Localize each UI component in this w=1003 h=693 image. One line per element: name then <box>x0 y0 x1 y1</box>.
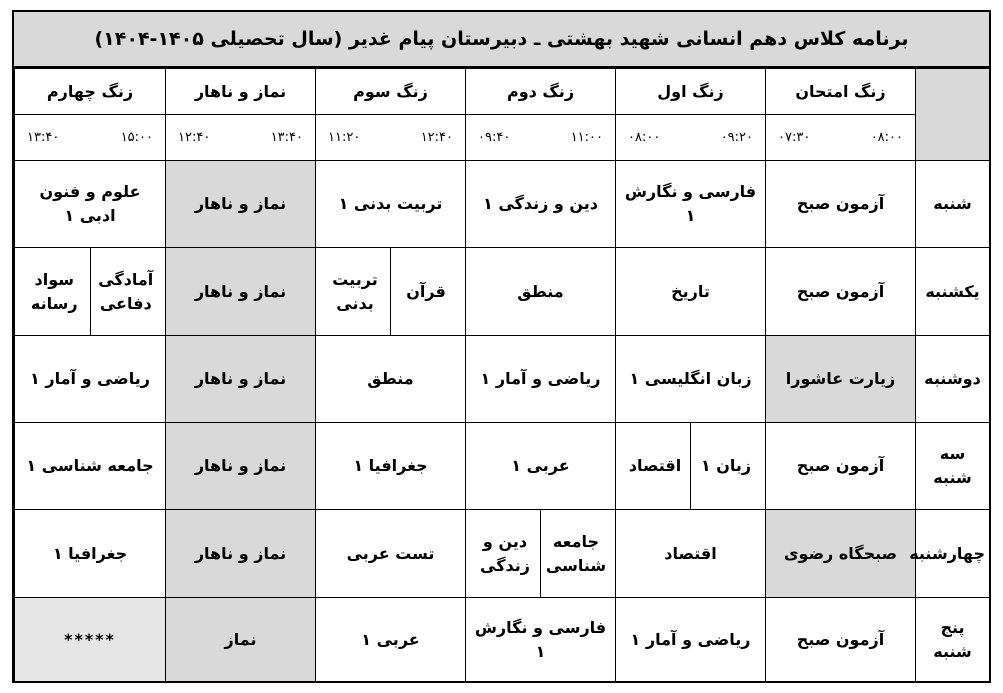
time-end: ۱۳:۴۰ <box>27 129 60 145</box>
day-row-wednesday <box>15 510 990 598</box>
class-cell: تربیت بدنی ۱ <box>316 161 466 248</box>
bell-times-fourth <box>15 115 166 161</box>
bell-label-third: زنگ سوم <box>316 69 466 115</box>
day-row-tuesday <box>15 423 990 510</box>
prayer-cell: نماز و ناهار <box>166 161 316 248</box>
prayer-cell: نماز و ناهار <box>166 336 316 423</box>
time-end: ۰۹:۴۰ <box>478 129 511 145</box>
empty-slot-cell: ***** <box>15 598 166 682</box>
class-cell: زبان انگلیسی ۱ <box>616 336 766 423</box>
prayer-cell: نماز و ناهار <box>166 248 316 336</box>
prayer-cell: نماز و ناهار <box>166 510 316 598</box>
time-end: ۱۱:۲۰ <box>328 129 361 145</box>
class-subcell: سواد رسانه <box>19 248 91 335</box>
class-cell: فارسی و نگارش ۱ <box>466 598 616 682</box>
class-subcell: قرآن <box>406 281 446 301</box>
bell-label-first: زنگ اول <box>616 69 766 115</box>
class-cell: جغرافیا ۱ <box>316 423 466 510</box>
class-cell: عربی ۱ <box>316 598 466 682</box>
time-start: ۱۱:۰۰ <box>570 129 603 145</box>
class-cell: جغرافیا ۱ <box>15 510 166 598</box>
class-cell: ریاضی و آمار ۱ <box>616 598 766 682</box>
bell-times-exam <box>766 115 916 161</box>
time-start: ۱۲:۴۰ <box>420 129 453 145</box>
class-cell: تاریخ <box>616 248 766 336</box>
class-cell: عربی ۱ <box>466 423 616 510</box>
class-cell: صبحگاه رضوی <box>766 510 916 598</box>
day-row-saturday <box>15 161 990 248</box>
class-subcell: جامعه شناسی <box>545 531 607 575</box>
class-subcell: تربیت بدنی <box>320 248 391 335</box>
header-time-row <box>15 115 990 161</box>
class-subcell: آمادگی دفاعی <box>98 269 154 313</box>
time-start: ۰۹:۲۰ <box>720 129 753 145</box>
day-name: شنبه <box>916 161 990 248</box>
bell-label-prayer: نماز و ناهار <box>166 69 316 115</box>
header-label-row <box>15 69 990 115</box>
time-start: ۱۳:۴۰ <box>270 129 303 145</box>
bell-times-second <box>466 115 616 161</box>
split-cell <box>316 248 466 336</box>
class-cell: آزمون صبح <box>766 248 916 336</box>
corner-cell <box>916 69 990 161</box>
bell-times-third <box>316 115 466 161</box>
class-cell: آزمون صبح <box>766 161 916 248</box>
day-name: دوشنبه <box>916 336 990 423</box>
time-end: ۰۸:۰۰ <box>628 129 661 145</box>
day-name: پنج شنبه <box>916 598 990 682</box>
day-row-thursday <box>15 598 990 682</box>
schedule-sheet <box>12 10 991 683</box>
day-row-monday <box>15 336 990 423</box>
class-subcell: اقتصاد <box>620 423 691 509</box>
time-end: ۱۲:۴۰ <box>178 129 211 145</box>
time-end: ۰۷:۳۰ <box>778 129 811 145</box>
bell-label-exam: زنگ امتحان <box>766 69 916 115</box>
schedule-table <box>14 68 990 682</box>
class-cell: ریاضی و آمار ۱ <box>466 336 616 423</box>
class-cell: علوم و فنون ادبی ۱ <box>15 161 166 248</box>
day-row-sunday <box>15 248 990 336</box>
bell-label-second: زنگ دوم <box>466 69 616 115</box>
class-cell: دین و زندگی ۱ <box>466 161 616 248</box>
page-title: برنامه کلاس دهم انسانی شهید بهشتی ـ دبیرستان پیام غدیر (سال تحصیلی ۱۴۰۵-۱۴۰۴) <box>14 12 989 68</box>
prayer-cell: نماز و ناهار <box>166 423 316 510</box>
day-name: سه شنبه <box>916 423 990 510</box>
bell-times-first <box>616 115 766 161</box>
class-subcell: زبان ۱ <box>700 456 752 475</box>
class-cell: ریاضی و آمار ۱ <box>15 336 166 423</box>
prayer-cell: نماز <box>166 598 316 682</box>
class-cell: اقتصاد <box>616 510 766 598</box>
class-cell: زیارت عاشورا <box>766 336 916 423</box>
day-name: چهارشنبه <box>916 510 990 598</box>
class-cell: آزمون صبح <box>766 598 916 682</box>
class-cell: منطق <box>316 336 466 423</box>
class-cell: آزمون صبح <box>766 423 916 510</box>
class-cell: جامعه شناسی ۱ <box>15 423 166 510</box>
class-subcell: دین و زندگی <box>470 510 541 597</box>
split-cell <box>616 423 766 510</box>
class-cell: فارسی و نگارش ۱ <box>616 161 766 248</box>
bell-times-prayer <box>166 115 316 161</box>
split-cell <box>15 248 166 336</box>
class-cell: منطق <box>466 248 616 336</box>
class-cell: تست عربی <box>316 510 466 598</box>
bell-label-fourth: زنگ چهارم <box>15 69 166 115</box>
split-cell <box>466 510 616 598</box>
day-name: یکشنبه <box>916 248 990 336</box>
time-start: ۱۵:۰۰ <box>120 129 153 145</box>
time-start: ۰۸:۰۰ <box>870 129 903 145</box>
